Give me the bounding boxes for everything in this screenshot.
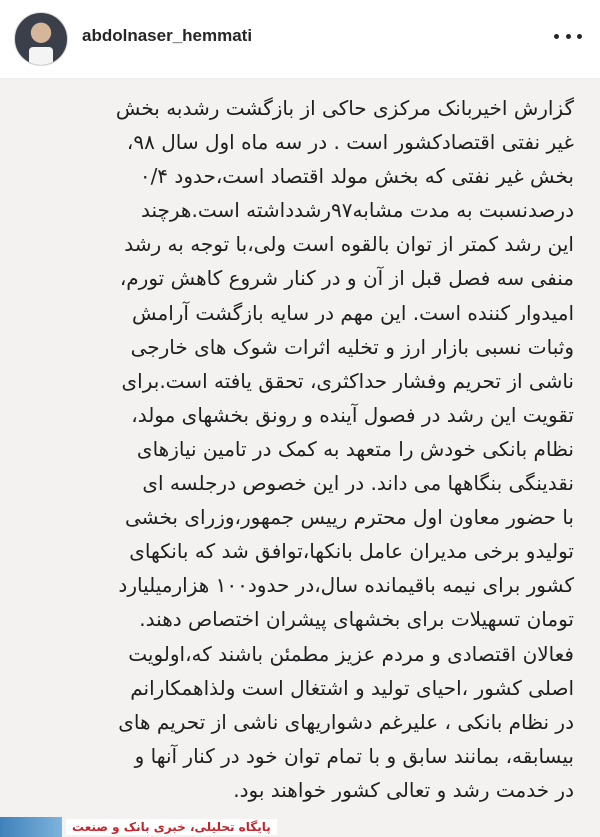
dot-icon xyxy=(554,34,559,39)
username-link[interactable]: abdolnaser_hemmati xyxy=(82,26,253,45)
post-header xyxy=(0,0,600,79)
source-caption: پایگاه تحلیلی، خبری بانک و صنعت xyxy=(66,819,277,835)
avatar[interactable] xyxy=(14,12,68,66)
post-text: گزارش اخیربانک مرکزی حاکی از بازگشت رشدبه بخش غیر نفتی اقتصادکشور است . در سه ماه اول سال ۹۸، بخش غیر نفتی که بخش مولد اقتصاد است،حدود ۰/۴ درصدنسبت به مدت مشابه۹۷رشدداشته است.هرچند این رشد کمتر از توان بالقوه است ولی،با توجه به رشد منفی سه فصل قبل از آن و در کنار شروع کاهش تورم، امیدوار کننده است. این مهم در سایه بازگشت آرامش وثبات نسبی بازار ارز و تخلیه اثرات شوک های خارجی ناشی از تحریم وفشار حداکثری، تحقق یافته است.برای تقویت این رشد در فصول آینده و رونق بخشهای مولد، نظام بانکی خودش را متعهد به کمک در تامین نیازهای نقدینگی بنگاهها می داند. در این خصوص درجلسه ای با حضور معاون اول محترم رییس جمهور،وزرای بخشی تولیدو برخی مدیران عامل بانکها،توافق شد که بانکهای کشور برای نیمه باقیمانده سال،در حدود۱۰۰ هزارمیلیارد تومان تسهیلات برای بخشهای پیشران اختصاص دهند. فعالان اقتصادی و مردم عزیز مطمئن باشند که،اولویت اصلی کشور ،احیای تولید و اشتغال است ولذاهمکارانم در نظام بانکی ، علیرغم دشواریهای ناشی از تحریم های بیسابقه، بمانند سابق و با تمام توان خود در کنار آنها و در خدمت رشد و تعالی کشور خواهند بود. xyxy=(115,96,574,802)
source-logo-icon xyxy=(0,817,62,837)
dot-icon xyxy=(577,34,582,39)
avatar-portrait xyxy=(29,47,53,66)
post-image xyxy=(0,79,600,837)
more-options-icon[interactable] xyxy=(554,24,582,48)
dot-icon xyxy=(566,34,571,39)
